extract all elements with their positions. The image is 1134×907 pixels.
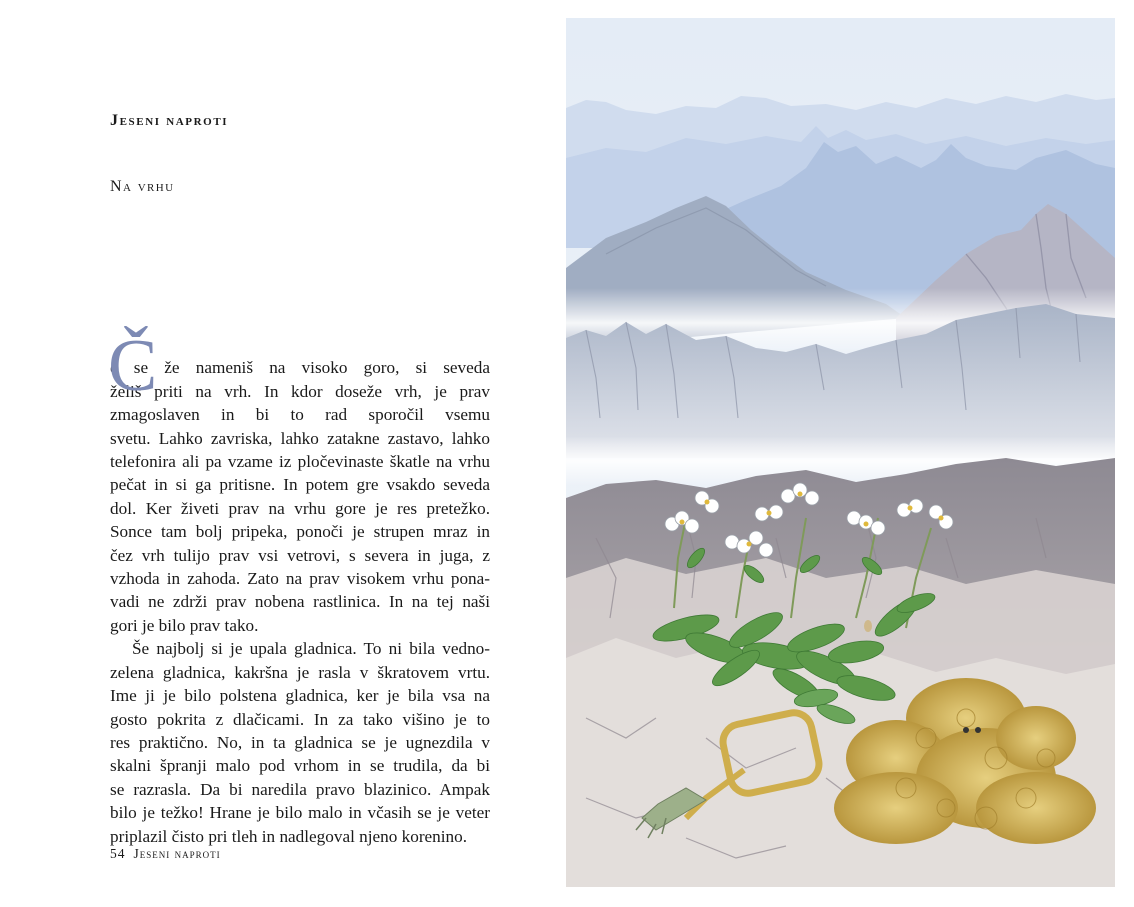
text-line: skalni špranji malo pod vrhom in se trudila, da bi <box>110 756 490 776</box>
text-line: gori je bilo prav tako. <box>110 615 259 635</box>
text-line: telefonira ali pa vzame iz pločevinaste škatle na vrhu <box>110 452 490 472</box>
text-line: zelena gladnica, kakršna je rasla v škratovem vrtu. <box>110 662 490 682</box>
tiny-face <box>864 620 872 632</box>
paragraph-1 <box>108 325 490 637</box>
text-line: Ime ji je bilo polstena gladnica, ker je bila vsa na <box>110 686 490 706</box>
text-line: gosto pokrita z dlačicami. In za tako višino je to <box>110 709 490 729</box>
left-page <box>0 0 560 907</box>
page-number: 54 <box>110 846 126 861</box>
drop-cap: Č <box>108 325 158 407</box>
text-line: pečat in si ga pritisne. In potem gre vsakdo seveda <box>110 475 490 495</box>
text-line: e se že nameniš na visoko goro, si seveda <box>110 358 490 378</box>
body-text <box>108 325 490 848</box>
text-line: se razrasla. Da bi naredila pravo blazinico. Ampak <box>110 779 490 799</box>
watercolor-mountain-scene <box>566 18 1115 887</box>
folio-title: Jeseni naproti <box>133 846 221 861</box>
text-line: čez vrh tulijo prav vsi vetrovi, s severa in juga, z <box>110 545 490 565</box>
text-line: Še najbolj si je upala gladnica. To ni bila vedno- <box>132 639 490 659</box>
text-line: bilo je težko! Hrane je bilo malo in včasih se je veter <box>110 803 490 823</box>
mountain-illustration <box>566 18 1115 887</box>
section-title: Na vrhu <box>110 178 175 195</box>
text-line: dol. Ker živeti prav na vrhu gore je res pretežko. <box>110 498 490 518</box>
text-line: želiš priti na vrh. In kdor doseže vrh, je prav <box>110 381 490 401</box>
text-line: vadi ne zdrži prav nobena rastlinica. In na tej naši <box>110 592 490 612</box>
text-line: svetu. Lahko zavriska, lahko zatakne zastavo, lahko <box>110 428 490 448</box>
text-line: res praktično. No, in ta gladnica se je ugnezdila v <box>110 732 490 752</box>
text-line: priplazil čisto pri tleh in nadlegoval njeno korenino. <box>110 826 468 846</box>
text-line: zmagoslaven in bi to rad sporočil vsemu <box>110 405 490 425</box>
paragraph-2 <box>110 637 490 848</box>
folio <box>110 846 221 862</box>
text-line: vzhoda in zahoda. Zato na prav visokem vrhu pona- <box>110 569 490 589</box>
text-line: Sonce tam bolj pripeka, ponoči je strupen mraz in <box>110 522 490 542</box>
running-head: Jeseni naproti <box>110 112 229 129</box>
